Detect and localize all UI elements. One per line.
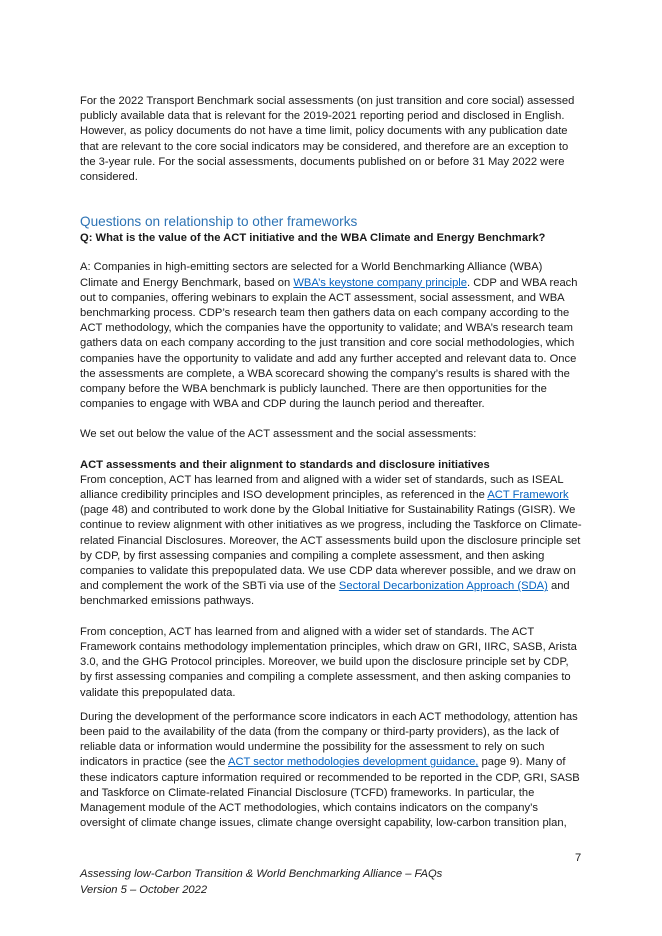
- dev-text-b: page 9). Many of these indicators capture information required or recommended to be reported in the CDP, GRI, SASB and Taskforce on Climate-related Financial Disclosure (TCFD) frameworks. In particular, the Management module of the ACT methodologies, which contains indicators on the company’s oversight of climate change issues, climate change oversight capability, low-carbon transition plan,: [80, 756, 580, 830]
- footer-version: Version 5 – October 2022: [80, 883, 208, 896]
- sub-heading: ACT assessments and their alignment to standards and disclosure initiatives: [80, 458, 490, 471]
- sda-link[interactable]: Sectoral Decarbonization Approach (SDA): [338, 580, 548, 593]
- footer-title: Assessing low-Carbon Transition & World Benchmarking Alliance – FAQs: [80, 868, 443, 880]
- question: Q: What is the value of the ACT initiative and the WBA Climate and Energy Benchmark?: [80, 232, 546, 245]
- page-footer: [80, 867, 442, 898]
- page-body: [80, 94, 582, 831]
- answer-paragraph: [80, 260, 582, 412]
- page-number: 7: [575, 852, 582, 864]
- paragraph-act-alignment: [80, 473, 582, 610]
- act-text-c: and benchmarked emissions pathways.: [80, 580, 570, 608]
- paragraph-reporting-period: For the 2022 Transport Benchmark social assessments (on just transition and core social) assessed publicly available data that is relevant for the 2019-2021 reporting period and disclosed in English. However, as policy documents do not have a time limit, policy documents with any publication date that are relevant to the core social indicators may be considered, and therefore are an exception to the 3-year rule. For the social assessments, documents published on or before 31 May 2022 were considered.: [80, 95, 575, 184]
- act-text-b: (page 48) and contributed to work done by the Global Initiative for Sustainability Ratings (GISR). We continue to review alignment with other initiatives as we progress, including the Taskforce on Climate-related Financial Disclosures. Moreover, the ACT assessments build upon the disclosure principle set by CDP, by first assessing companies and compiling a complete assessment, and then asking companies to validate this prepopulated data. We use CDP data wherever possible, and we draw on and complement the work of the SBTi via use of the: [80, 504, 582, 593]
- dev-text-a: During the development of the performance score indicators in each ACT methodology, attention has been paid to the availability of the data (from the company or third-party providers), as the lack of reliable data or information would undermine the possibility for the assessment to rely on such indicators in practice (see the: [80, 710, 578, 769]
- section-heading: Questions on relationship to other frameworks: [80, 214, 358, 230]
- paragraph-value: We set out below the value of the ACT assessment and the social assessments:: [80, 428, 477, 441]
- answer-text-a: A: Companies in high-emitting sectors are selected for a World Benchmarking Alliance (WBA) Climate and Energy Benchmark, based on: [80, 261, 543, 289]
- paragraph-development: [80, 710, 582, 832]
- act-framework-link[interactable]: ACT Framework: [487, 489, 569, 502]
- paragraph-from-conception: From conception, ACT has learned from and aligned with a wider set of standards. The ACT Framework contains methodology implementation principles, which draw on GRI, IIRC, SASB, Arista 3.0, and the GHG Protocol principles. Moreover, we build upon the disclosure principle set by CDP, by first assessing companies and compiling a complete assessment, and then asking companies to validate this prepopulated data.: [80, 625, 577, 699]
- wba-keystone-link[interactable]: WBA’s keystone company principle: [293, 276, 468, 289]
- answer-text-b: . CDP and WBA reach out to companies, offering webinars to explain the ACT assessment, social assessment, and WBA benchmarking process. CDP’s research team then gathers data on each company according to the ACT methodology, which the companies have the opportunity to validate; and WBA’s research team gathers data on each company according to the just transition and core social methodologies, which companies have the opportunity to validate and add any further accepted and relevant data to. Once the assessments are complete, a WBA scorecard showing the company’s results is shared with the company before the WBA benchmark is publicly launched. There are then opportunities for the companies to engage with WBA and CDP during the launch period and thereafter.: [80, 276, 578, 411]
- act-guidance-link[interactable]: ACT sector methodologies development guidance,: [228, 756, 479, 769]
- act-text-a: From conception, ACT has learned from and aligned with a wider set of standards, such as ISEAL alliance credibility principles and ISO development principles, as referenced in the: [80, 473, 564, 502]
